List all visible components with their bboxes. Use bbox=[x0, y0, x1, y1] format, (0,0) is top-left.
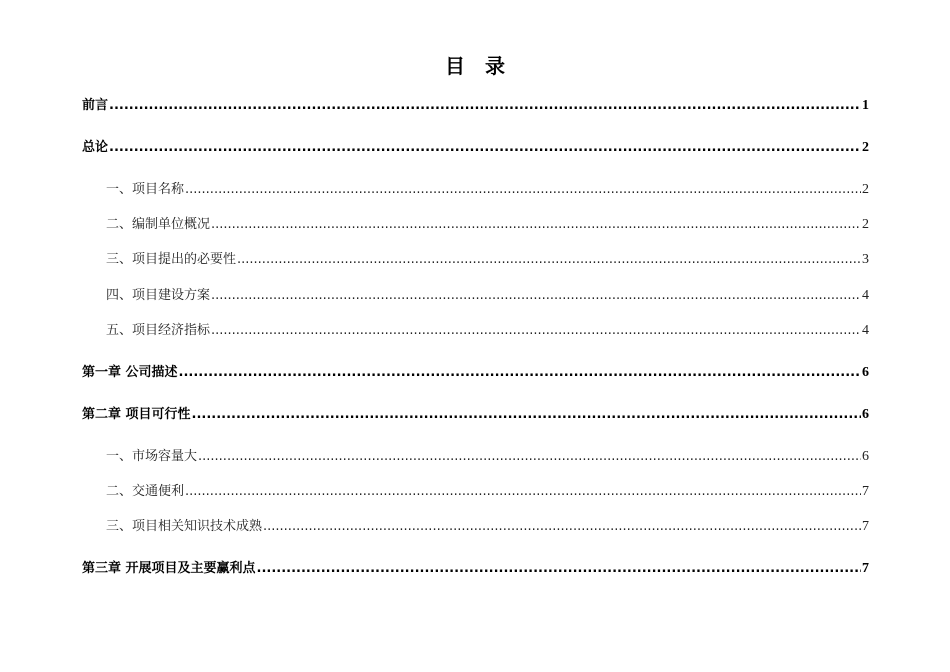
toc-entry-technology[interactable] bbox=[106, 519, 869, 535]
toc-entry-project-name[interactable] bbox=[106, 182, 869, 198]
dot-leader bbox=[263, 519, 861, 535]
toc-entry-preface[interactable] bbox=[82, 98, 869, 114]
toc-entry-chapter-2[interactable] bbox=[82, 407, 869, 423]
dot-leader bbox=[211, 323, 861, 339]
toc-entry-unit-overview[interactable] bbox=[106, 217, 869, 233]
toc-title: 目 录 bbox=[445, 54, 505, 78]
toc-page-number: 6 bbox=[862, 449, 869, 464]
toc-entry-construction-plan[interactable] bbox=[106, 288, 869, 304]
toc-page-number: 4 bbox=[862, 323, 869, 338]
toc-entry-chapter-1[interactable] bbox=[82, 365, 869, 381]
toc-entry-economic-indicators[interactable] bbox=[106, 323, 869, 339]
toc-entry-label: 三、项目相关知识技术成熟 bbox=[106, 519, 263, 534]
toc-entry-label: 第一章 公司描述 bbox=[82, 365, 178, 380]
dot-leader bbox=[198, 449, 861, 465]
toc-entry-necessity[interactable] bbox=[106, 252, 869, 268]
toc-entry-label: 三、项目提出的必要性 bbox=[106, 252, 237, 267]
toc-entry-label: 总论 bbox=[82, 140, 109, 155]
toc-entry-label: 前言 bbox=[82, 98, 109, 113]
dot-leader bbox=[109, 98, 861, 114]
toc-entry-chapter-3[interactable] bbox=[82, 561, 869, 577]
toc-page-number: 4 bbox=[862, 288, 869, 303]
toc-entry-label: 五、项目经济指标 bbox=[106, 323, 211, 338]
toc-page-number: 3 bbox=[862, 252, 869, 267]
toc-entry-label: 二、编制单位概况 bbox=[106, 217, 211, 232]
toc-entry-label: 二、交通便利 bbox=[106, 484, 185, 499]
toc-page-number: 7 bbox=[862, 484, 869, 499]
toc-entry-label: 一、市场容量大 bbox=[106, 449, 198, 464]
dot-leader bbox=[109, 140, 861, 156]
toc-page-number: 6 bbox=[862, 407, 869, 422]
dot-leader bbox=[179, 365, 861, 381]
dot-leader bbox=[257, 561, 861, 577]
dot-leader bbox=[185, 484, 861, 500]
toc-page-number: 7 bbox=[862, 561, 869, 576]
toc-entry-label: 第三章 开展项目及主要赢利点 bbox=[82, 561, 256, 576]
toc-entry-label: 第二章 项目可行性 bbox=[82, 407, 191, 422]
toc-entry-transport[interactable] bbox=[106, 484, 869, 500]
toc-page-number: 2 bbox=[862, 140, 869, 155]
toc-entry-label: 一、项目名称 bbox=[106, 182, 185, 197]
dot-leader bbox=[192, 407, 861, 423]
toc-page-number: 2 bbox=[862, 182, 869, 197]
dot-leader bbox=[185, 182, 861, 198]
toc-page-number: 1 bbox=[862, 98, 869, 113]
dot-leader bbox=[237, 252, 861, 268]
toc-page-number: 7 bbox=[862, 519, 869, 534]
toc-page-number: 6 bbox=[862, 365, 869, 380]
toc-entry-label: 四、项目建设方案 bbox=[106, 288, 211, 303]
dot-leader bbox=[211, 288, 861, 304]
dot-leader bbox=[211, 217, 861, 233]
toc-page-number: 2 bbox=[862, 217, 869, 232]
toc-entry-general[interactable] bbox=[82, 140, 869, 156]
toc-entry-market-capacity[interactable] bbox=[106, 449, 869, 465]
